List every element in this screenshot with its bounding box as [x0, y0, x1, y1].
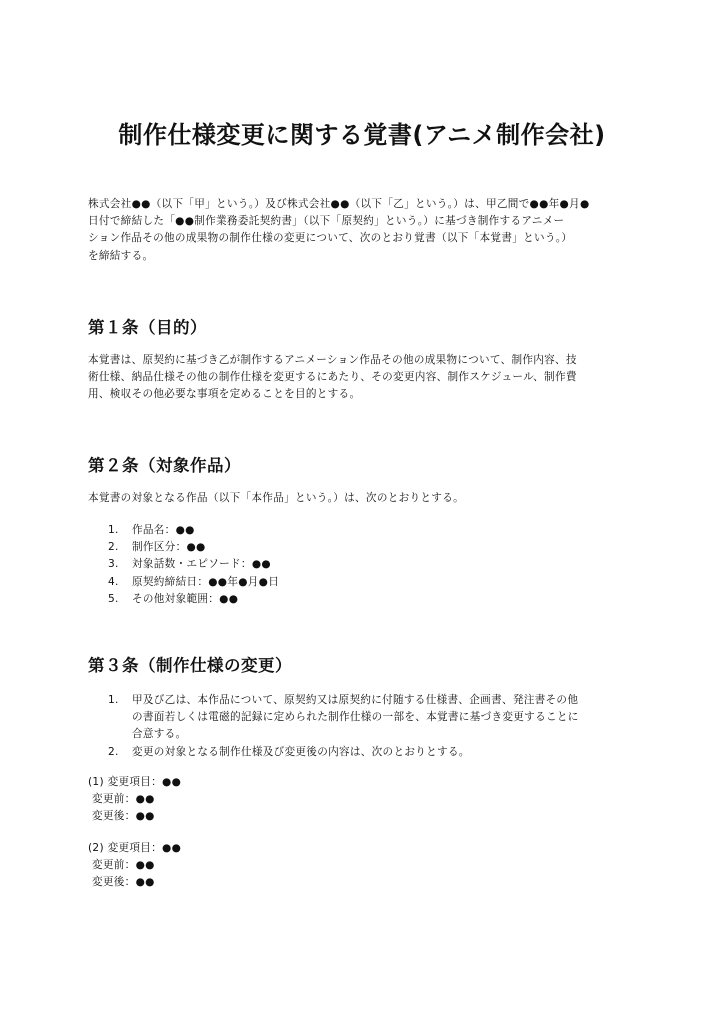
- change-after: 変更後：●●: [92, 810, 155, 823]
- article1-line: 術仕様、納品仕様その他の制作仕様を変更するにあたり、その変更内容、制作スケジュール、制作費: [88, 371, 577, 384]
- article2-heading: 第２条（対象作品）: [88, 456, 241, 475]
- article1-line: 用、検収その他必要な事項を定めることを目的とする。: [88, 388, 361, 401]
- change-after: 変更後：●●: [92, 876, 155, 889]
- list-number: 1.: [108, 524, 119, 536]
- list-item: [108, 574, 648, 591]
- change-entry-1: [88, 774, 181, 826]
- article3-heading: 第３条（制作仕様の変更）: [88, 656, 292, 675]
- list-text: 作品名：●●: [132, 524, 195, 536]
- change-before: 変更前：●●: [92, 793, 155, 806]
- intro-line: を締結する。: [88, 249, 154, 262]
- list-item: [108, 522, 648, 539]
- intro-line: 株式会社●●（以下「甲」という。）及び株式会社●●（以下「乙」という。）は、甲乙間で●●年●月●: [88, 198, 590, 210]
- list-text: 制作区分：●●: [132, 541, 206, 554]
- list-number: 2.: [108, 541, 119, 554]
- intro-line: 日付で締結した「●●制作業務委託契約書」（以下「原契約」という。）に基づき制作するアニメー: [88, 215, 565, 228]
- list-item: [108, 556, 648, 573]
- intro-line: ション作品その他の成果物の制作仕様の変更について、次のとおり覚書（以下「本覚書」という。）: [88, 232, 573, 245]
- change-item: (1) 変更項目：●●: [88, 776, 182, 788]
- document-title: 制作仕様変更に関する覚書(アニメ制作会社): [118, 121, 606, 149]
- article2-body: [88, 490, 638, 507]
- change-item: (2) 変更項目：●●: [88, 842, 182, 854]
- list-number: 4.: [108, 575, 119, 588]
- list-item: [108, 591, 648, 608]
- article2-list: [108, 522, 648, 608]
- article3-list: [108, 692, 648, 761]
- article2-line: 本覚書の対象となる作品（以下「本作品」という。）は、次のとおりとする。: [88, 492, 464, 504]
- list-text: 原契約締結日：●●年●月●日: [132, 575, 280, 588]
- list-number: 1.: [108, 694, 119, 706]
- list-item: [108, 539, 648, 556]
- list-item: [108, 744, 648, 761]
- list-text: の書面若しくは電磁的記録に定められた制作仕様の一部を、本覚書に基づき変更することに: [132, 711, 579, 724]
- change-before: 変更前：●●: [92, 859, 155, 872]
- article1-heading: 第１条（目的）: [88, 318, 207, 337]
- change-entry-2: [88, 840, 181, 892]
- intro-paragraph: [88, 196, 638, 265]
- list-text: その他対象範囲：●●: [132, 592, 239, 605]
- list-text: 対象話数・エピソード：●●: [132, 558, 271, 571]
- list-number: 5.: [108, 592, 119, 605]
- article1-line: 本覚書は、原契約に基づき乙が制作するアニメーション作品その他の成果物について、制作内容、技: [88, 354, 577, 366]
- list-text: 合意する。: [132, 728, 187, 741]
- list-text: 変更の対象となる制作仕様及び変更後の内容は、次のとおりとする。: [132, 745, 470, 758]
- list-item: [108, 692, 648, 744]
- list-number: 3.: [108, 558, 119, 571]
- list-number: 2.: [108, 745, 119, 758]
- list-text: 甲及び乙は、本作品について、原契約又は原契約に付随する仕様書、企画書、発注書その他: [132, 694, 579, 706]
- article1-body: [88, 352, 638, 404]
